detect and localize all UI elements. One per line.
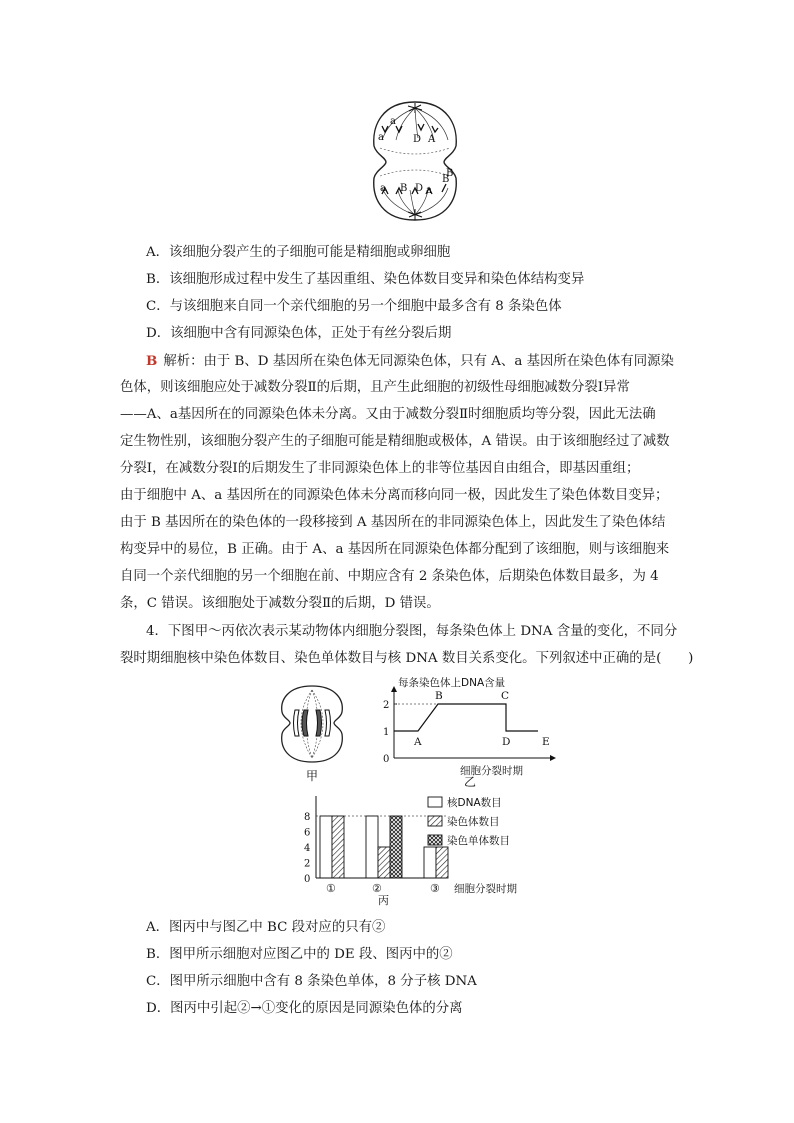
chart-bing-category-label: ① [326, 882, 336, 895]
chart-yi-ytick: 1 [383, 727, 390, 738]
chart-bing-bar [436, 847, 448, 878]
q3-option-b: B．该细胞形成过程中发生了基因重组、染色体数目变异和染色体结构变异 [146, 272, 585, 287]
q4-stem-line-1: 4．下图甲～丙依次表示某动物体内细胞分裂图，每条染色体上 DNA 含量的变化，不同分 [146, 624, 678, 639]
analysis-line: 分裂Ⅰ，在减数分裂Ⅰ的后期发生了非同源染色体上的非等位基因自由组合，即基因重组； [120, 461, 640, 476]
gene-label: A [428, 134, 436, 145]
analysis-line-1: B 解析：由于 B、D 基因所在染色体无同源染色体，只有 A、a 基因所在染色体有同源染 [146, 353, 674, 369]
chart-bing-legend-swatch [428, 835, 442, 845]
chromosomes-bottom [382, 184, 446, 194]
chart-bing-bar [390, 816, 402, 878]
chart-bing-bar [378, 847, 390, 878]
gene-label: a [426, 185, 432, 196]
chart-yi-series-line [394, 704, 538, 731]
q4-stem-line-2: 裂时期细胞核中染色体数目、染色单体数目与核 DNA 数目关系变化。下列叙述中正确的是( ) [120, 651, 694, 666]
analysis-line: 由于 B 基因所在的染色体的一段移接到 A 基因所在的非同源染色体上，因此发生了染色体结 [120, 515, 666, 530]
chart-yi-point-label: A [414, 736, 422, 748]
chromosomes [294, 710, 331, 736]
q4-option-d: D．图丙中引起②→①变化的原因是同源染色体的分离 [146, 1001, 463, 1016]
answer-letter: B [146, 353, 158, 369]
gene-label: D [415, 183, 424, 194]
cell-membrane [282, 686, 343, 762]
analysis-line: 自同一个亲代细胞的另一个细胞在前、中期应含有 2 条染色体，后期染色体数目最多，为 4 [120, 569, 659, 584]
q3-option-c: C．与该细胞来自同一个亲代细胞的另一个细胞中最多含有 8 条染色体 [146, 299, 562, 314]
chart-bing-legend-label: 染色体数目 [447, 816, 500, 828]
analysis-line: 定生物性别，该细胞分裂产生的子细胞可能是精细胞或极体，A 错误。由于该细胞经过了减数 [120, 434, 670, 449]
chart-yi-ylabel: 每条染色体上DNA含量 [398, 677, 506, 689]
q3-option-d: D．该细胞中含有同源染色体，正处于有丝分裂后期 [146, 326, 452, 341]
chart-yi-x-arrow [550, 755, 556, 761]
gene-label: B [442, 174, 450, 185]
chart-bing-category-label: ② [372, 882, 382, 895]
chart-yi [372, 676, 562, 788]
chart-yi-point-label: D [502, 736, 511, 748]
q4-option-b: B．图甲所示细胞对应图乙中的 DE 段、图丙中的② [146, 947, 453, 962]
chart-bing-ytick: 6 [304, 827, 311, 839]
q3-option-a: A．该细胞分裂产生的子细胞可能是精细胞或卵细胞 [146, 245, 451, 260]
chart-bing-xlabel: 细胞分裂时期 [454, 883, 517, 895]
chart-yi-point-label: B [435, 690, 443, 702]
analysis-line: 条，C 错误。该细胞处于减数分裂Ⅱ的后期，D 错误。 [120, 596, 440, 611]
chart-yi-xlabel: 细胞分裂时期 [460, 765, 523, 777]
gene-label: a [390, 116, 396, 127]
chart-bing-ytick: 4 [304, 843, 311, 854]
chart-bing-ytick: 8 [304, 812, 311, 823]
chart-bing-legend-swatch [428, 797, 442, 807]
analysis-line: 构变异中的易位，B 正确。由于 A、a 基因所在同源染色体都分配到了该细胞，则与该细胞来 [120, 542, 670, 557]
chart-bing [296, 790, 536, 908]
chart-yi-ytick: 2 [383, 700, 390, 711]
gene-label: D [413, 134, 422, 145]
cell-figure-jia [276, 682, 348, 782]
figure-caption-jia: 甲 [306, 769, 319, 782]
chart-yi-ytick: 0 [383, 754, 390, 765]
gene-label: B [400, 183, 408, 194]
cell-membrane [374, 102, 456, 220]
analysis-line: 由于细胞中 A、a 基因所在的同源染色体未分离而移向同一极，因此发生了染色体数目变异； [120, 488, 669, 503]
chart-bing-ytick: 0 [304, 874, 311, 885]
q4-option-a: A．图丙中与图乙中 BC 段对应的只有② [146, 920, 386, 935]
chart-yi-point-label: C [501, 690, 510, 702]
gene-label: a [378, 132, 384, 143]
figure-caption-yi: 乙 [464, 775, 477, 788]
chart-bing-bar [366, 816, 378, 878]
centrosome-top [408, 103, 422, 113]
chart-yi-y-arrow [391, 686, 397, 692]
chart-bing-category-label: ③ [430, 882, 440, 895]
chart-bing-legend-swatch [428, 816, 442, 826]
chart-bing-legend-label: 核DNA数目 [447, 797, 502, 809]
gene-label: a [380, 183, 386, 194]
chart-yi-point-label: E [542, 736, 550, 748]
cell-division-figure-1 [360, 96, 470, 226]
chart-bing-bar [320, 816, 332, 878]
q4-option-c: C．图甲所示细胞中含有 8 条染色单体，8 分子核 DNA [146, 974, 477, 989]
chart-bing-ytick: 2 [304, 858, 311, 870]
analysis-line: ——A、a基因所在的同源染色体未分离。又由于减数分裂Ⅱ时细胞质均等分裂，因此无法确 [120, 407, 656, 422]
analysis-line: 色体，则该细胞应处于减数分裂Ⅱ的后期，且产生此细胞的初级性母细胞减数分裂Ⅰ异常 [120, 380, 630, 395]
chart-bing-bar [424, 847, 436, 878]
figure-caption-bing: 丙 [378, 894, 389, 907]
chart-bing-bar [332, 816, 344, 878]
chart-bing-legend-label: 染色单体数目 [447, 835, 510, 847]
gene-label: B [446, 168, 454, 179]
